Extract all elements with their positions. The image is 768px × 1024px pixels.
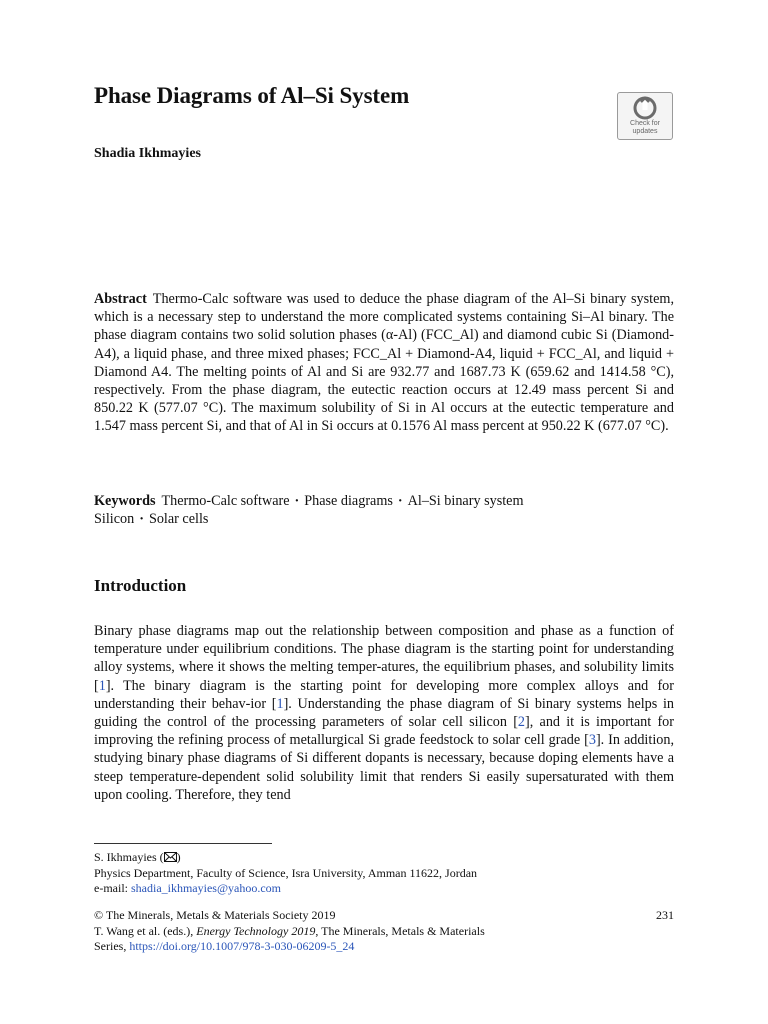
keyword-separator: · <box>139 511 144 528</box>
book-title: Energy Technology 2019 <box>196 923 316 938</box>
abstract <box>94 290 674 436</box>
keyword: Phase diagrams <box>304 493 393 509</box>
envelope-icon <box>164 852 177 862</box>
footnote-author-close: ) <box>176 850 181 864</box>
footnote-email-label: e-mail: <box>94 881 131 895</box>
footnote-affiliation: Physics Department, Faculty of Science, Isra University, Amman 11622, Jordan <box>94 865 478 880</box>
citation-link[interactable]: 3 <box>588 732 596 749</box>
body-text-segment: ]. In addition, studying binary phase diagrams of Si different dopants is necessary, because doping elements have a steep temperature-dependent solid solubility limit that renders Si easily supersaturated with them upon cooling. Therefore, they tend <box>94 732 674 803</box>
keyword: Thermo-Calc software <box>161 493 290 509</box>
email-link[interactable]: shadia_ikhmayies@yahoo.com <box>130 881 282 895</box>
citation-link[interactable]: 2 <box>517 714 526 731</box>
badge-line-2: updates <box>632 128 658 135</box>
body-text-segment: ], and it is important for improving the refining process of metallurgical Si grade feedstock to solar cell grade [ <box>94 714 674 749</box>
abstract-label: Abstract <box>94 291 147 307</box>
check-for-updates-icon <box>632 96 658 120</box>
footnote-author: S. Ikhmayies ( <box>94 850 164 864</box>
section-heading-introduction: Introduction <box>94 576 187 595</box>
page-number: 231 <box>656 908 674 922</box>
body-text-segment: Binary phase diagrams map out the relationship between composition and phase as a function of temperature under equilibrium conditions. The phase diagram is the starting point for understanding alloy systems, where it shows the melting temper-atures, the equilibrium phases, and solubility limits [ <box>94 623 674 694</box>
keyword: Silicon <box>94 511 135 528</box>
keyword: Al–Si binary system <box>407 493 524 509</box>
footnote-divider <box>94 843 272 844</box>
author-footnote <box>94 850 674 897</box>
introduction-paragraph <box>94 622 674 804</box>
citation-link[interactable]: 1 <box>98 677 106 694</box>
paper-title: Phase Diagrams of Al–Si System <box>94 83 410 108</box>
series-label: Series, <box>94 939 130 953</box>
badge-line-1: Check for <box>630 120 660 127</box>
abstract-text: Thermo-Calc software was used to deduce the phase diagram of the Al–Si binary system, which is a necessary step to understand the more complicated systems containing Si–Al binary. The phase diagram contains two solid solution phases (α-Al) (FCC_Al) and diamond cubic Si (Diamond-A4), a liquid phase, and three mixed phases; FCC_Al + Diamond-A4, liquid + FCC_Al, and liquid + Diamond A4. The melting points of Al and Si are 932.77 and 1687.73 K (659.62 and 1414.58 °C), respectively. From the phase diagram, the eutectic reaction occurs at 12.49 mass percent Si and 850.22 K (577.07 °C). The maximum solubility of Si in Al occurs at the eutectic temperature and 1.547 mass percent Si, and that of Al in Si occurs at 0.1576 Al mass percent at 950.22 K (677.07 °C). <box>94 291 674 435</box>
publication-info <box>94 908 674 955</box>
doi-link[interactable]: https://doi.org/10.1007/978-3-030-06209-5_24 <box>129 939 355 953</box>
editors-prefix: T. Wang et al. (eds.), <box>94 923 197 938</box>
copyright-line: © The Minerals, Metals & Materials Society 2019 <box>94 908 336 922</box>
author-name: Shadia Ikhmayies <box>94 146 201 161</box>
citation-link[interactable]: 1 <box>276 695 284 712</box>
body-text-segment: ]. The binary diagram is the starting point for developing more complex alloys and for understanding their behav-ior [ <box>94 677 674 712</box>
keyword-separator: · <box>397 493 403 509</box>
keyword-separator: · <box>294 493 300 509</box>
check-for-updates-badge[interactable] <box>617 92 673 140</box>
keywords-label: Keywords <box>94 493 156 509</box>
editors-suffix: , The Minerals, Metals & Materials <box>315 923 485 938</box>
body-text-segment: ]. Understanding the phase diagram of Si binary systems helps in guiding the control of the processing parameters of solar cell silicon [ <box>94 695 675 731</box>
keywords <box>94 492 674 528</box>
keyword: Solar cells <box>148 511 209 528</box>
